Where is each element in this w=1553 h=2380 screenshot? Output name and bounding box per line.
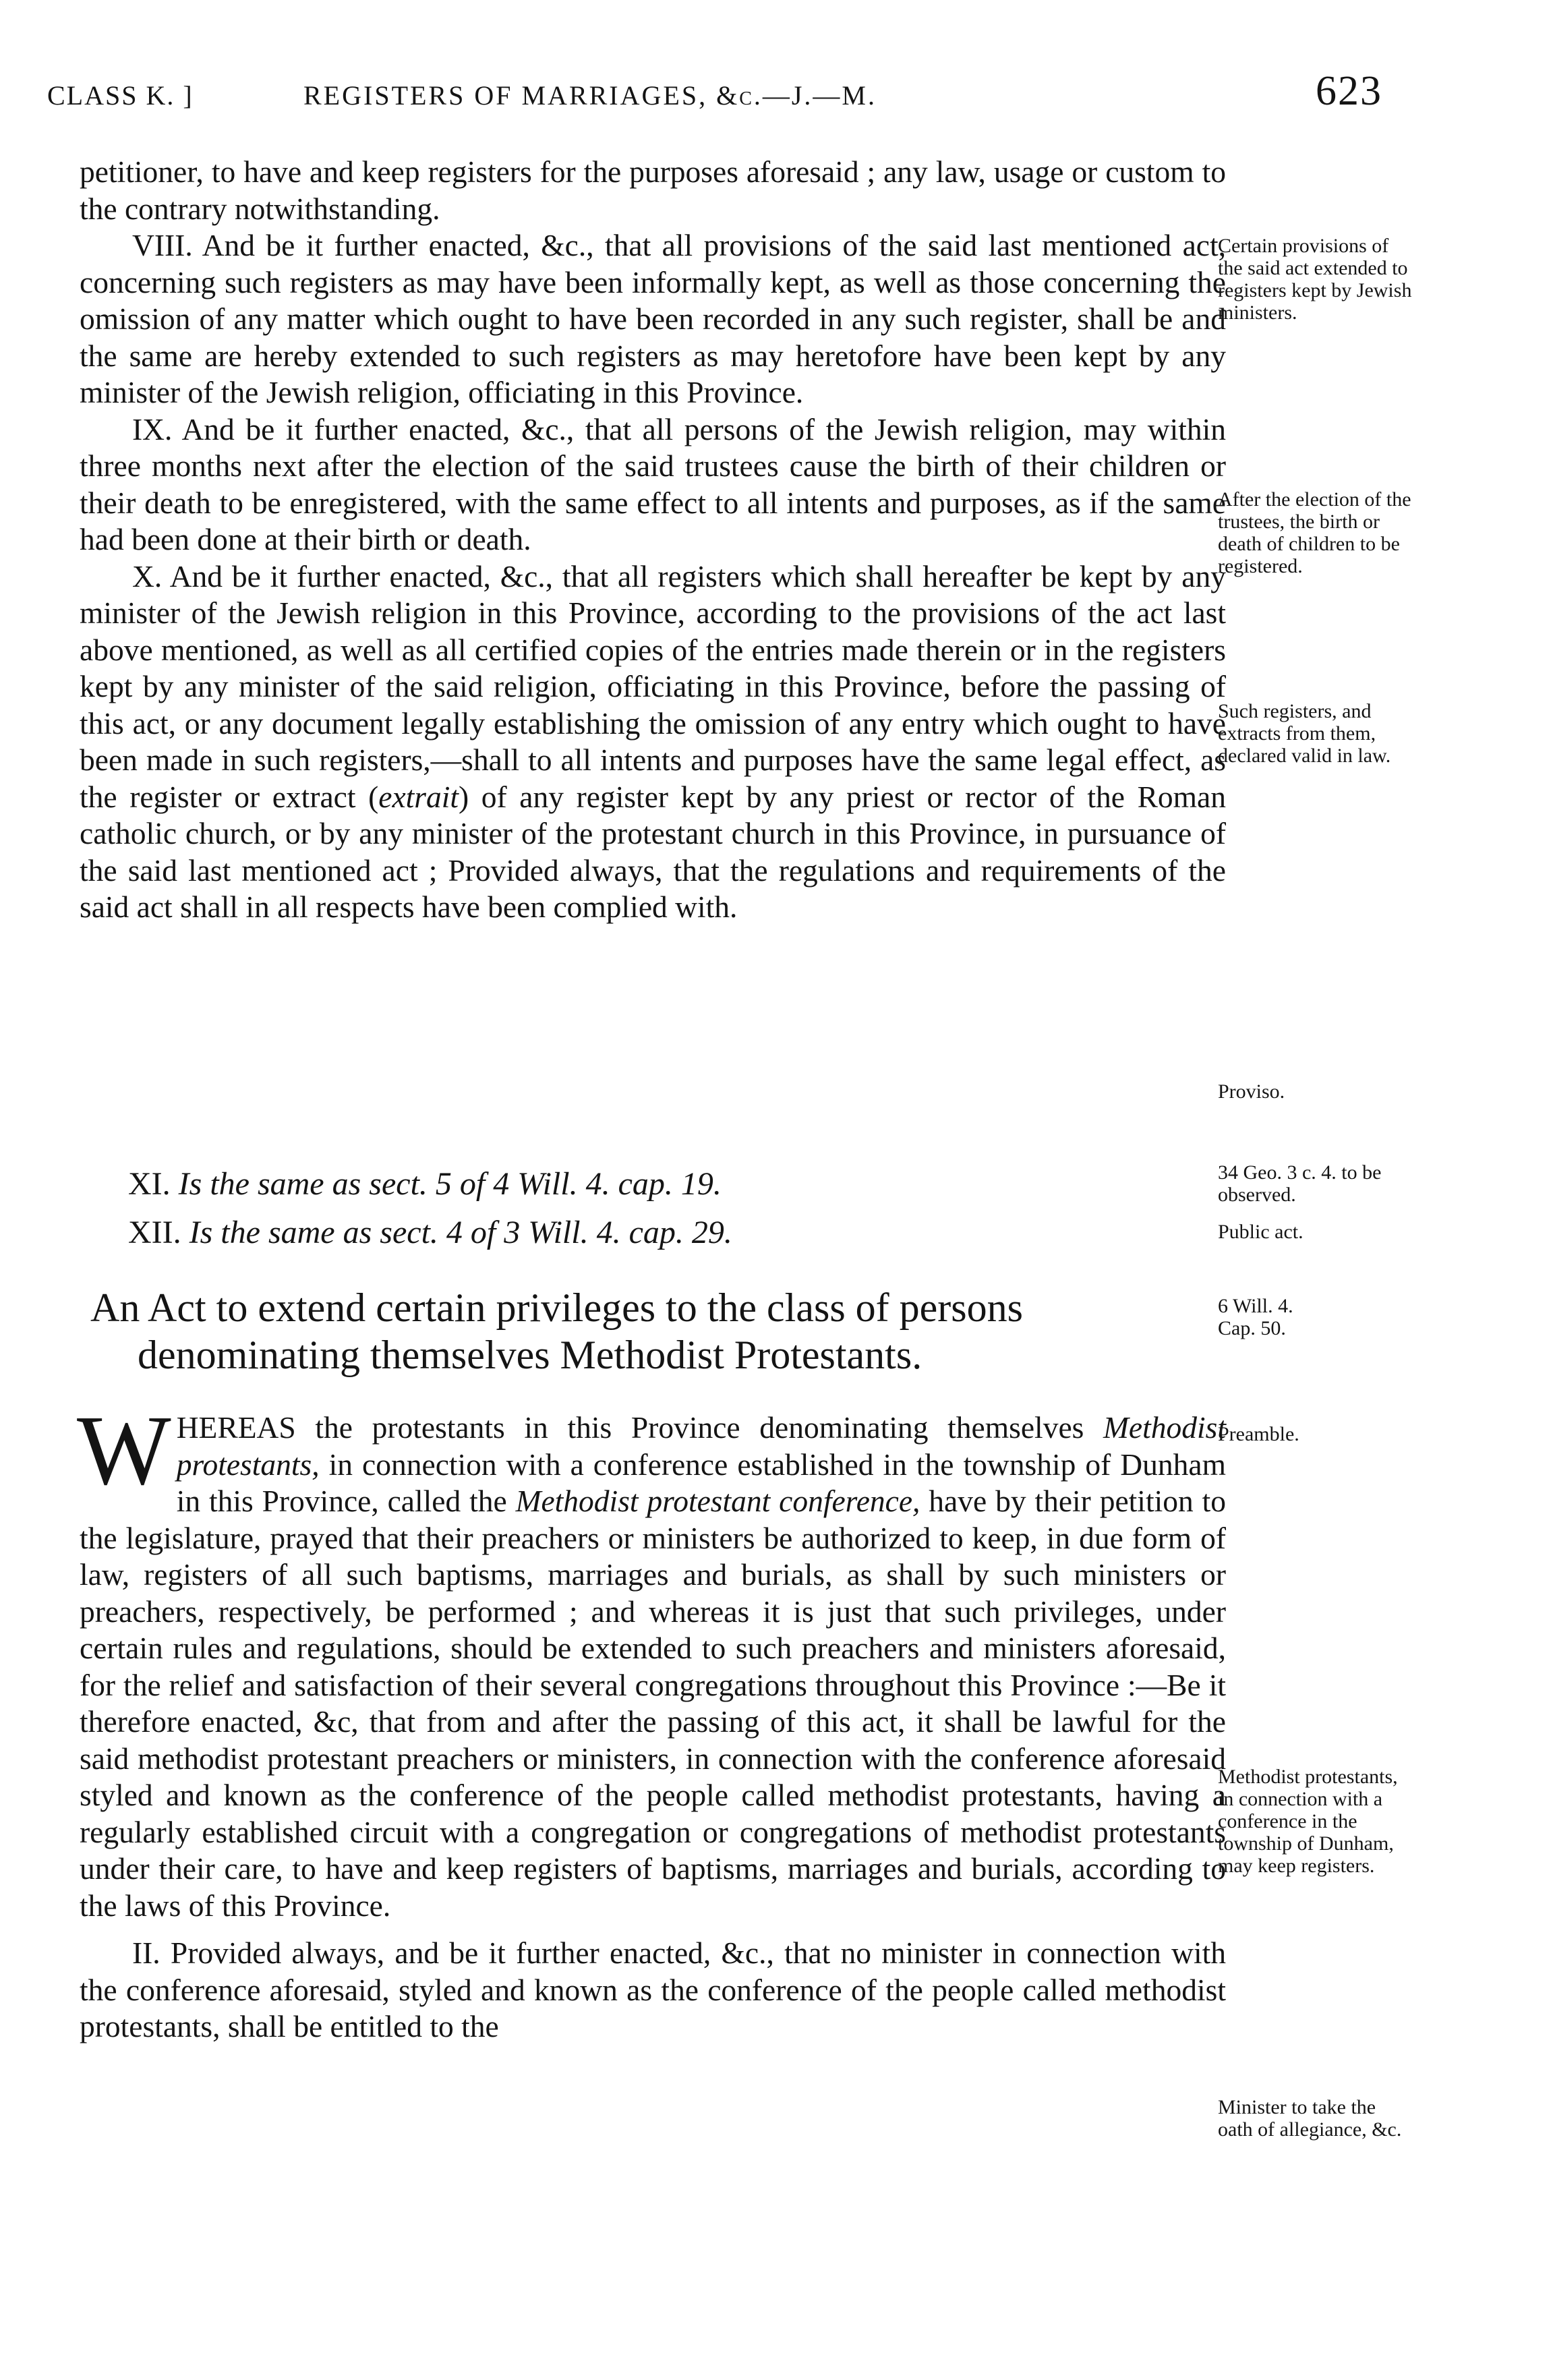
section-10-text-a: X. And be it further enacted, &c., that all registers which shall hereafter be kept by any minister of the Jewish religion in this Province, according to the provisions of the act last above mentioned, as well as all certified copies of the entries made therein or in the registers kept by any minister of the said religion, officiating in this Province, before the passing of this act, or any document legally establishing the omission of any entry which ought to have been made in such registers,—shall to all intents and purposes have the same legal effect, as the register or extract ( (80, 558, 1226, 814)
class-label: CLASS K. ] (47, 80, 194, 111)
margin-note-methodist: Methodist protestants, in connection with a conference in the township of Dunham, may keep registers. (1218, 1766, 1398, 1877)
section-10-text-b: ) of any register kept by any priest or rector of the Roman catholic church, or by any minister of the protestant church in this Province, in pursuance of the said last mentioned act ; Provided always, that the regulations and requirements of the said act shall in all respects have been complied with. (80, 779, 1226, 924)
extrait-term: extrait (378, 779, 459, 814)
margin-note-registers-valid: Such registers, and extracts from them, declared valid in law. (1218, 700, 1391, 767)
margin-note-proviso: Proviso. (1218, 1080, 1285, 1103)
margin-note-minister-oath: Minister to take the oath of allegiance, &c. (1218, 2096, 1402, 2141)
lower-body (77, 1395, 1227, 2045)
upper-body (80, 154, 1226, 926)
margin-note-preamble: Preamble. (1218, 1423, 1299, 1445)
margin-note-34-geo: 34 Geo. 3 c. 4. to be observed. (1218, 1161, 1382, 1206)
margin-note-public-act: Public act. (1218, 1221, 1303, 1243)
preamble-text-a: HEREAS the protestants in this Province denominating themselves (176, 1410, 1104, 1445)
section-10 (80, 558, 1226, 926)
section-9: IX. And be it further enacted, &c., that all persons of the Jewish religion, may within three months next after the election of the said trustees cause the birth of their children or their death to be enregistered, with the same effect to all intents and purposes, as if the same had been done at their birth or death. (80, 411, 1226, 556)
section-11-number: XI. (128, 1166, 171, 1202)
preamble (77, 1395, 1227, 1924)
drop-cap: W (77, 1395, 171, 1506)
preamble-emphasis-2: Methodist protestant conference, (515, 1484, 920, 1518)
running-title: REGISTERS OF MARRIAGES, &c.—J.—M. (303, 80, 877, 111)
margin-note-election-trustees: After the election of the trustees, the birth or death of children to be registered. (1218, 488, 1411, 577)
preamble-emphasis-1: Methodist protestants, (176, 1410, 1226, 1482)
act-title-line-2: denominating themselves Methodist Protestants. (138, 1333, 922, 1377)
running-header (47, 67, 1382, 121)
section-11-text: Is the same as sect. 5 of 4 Will. 4. cap. 19. (178, 1166, 722, 1202)
section-12 (128, 1214, 732, 1251)
page-number: 623 (1316, 68, 1382, 114)
section-12-number: XII. (128, 1215, 181, 1250)
act-title-line-1: An Act to extend certain privileges to the class of persons (90, 1285, 1023, 1330)
section-8: VIII. And be it further enacted, &c., that all provisions of the said last mentioned act, concerning such registers as may have been informally kept, as well as those concerning the omission of any matter which ought to have been recorded in any such register, shall be and the same are hereby extended to such registers as may heretofore have been kept by any minister of the Jewish religion, officiating in this Province. (80, 228, 1226, 409)
section-2: II. Provided always, and be it further enacted, &c., that no minister in connection with the conference aforesaid, styled and known as the conference of the people called methodist protestants, shall be entitled to the (80, 1936, 1226, 2043)
margin-note-6-will: 6 Will. 4. Cap. 50. (1218, 1295, 1293, 1339)
section-12-text: Is the same as sect. 4 of 3 Will. 4. cap. 29. (189, 1215, 732, 1250)
section-11 (128, 1165, 722, 1202)
paragraph-continued: petitioner, to have and keep registers for the purposes aforesaid ; any law, usage or custom to the contrary notwithstanding. (80, 154, 1226, 226)
act-title (90, 1284, 1196, 1378)
preamble-text-c: have by their petition to the legislature, prayed that their preachers or ministers be authorized to keep, in due form of law, registers of all such baptisms, marriages and burials, as shall by such ministers or preachers, respectively, be performed ; and whereas it is just that such privileges, under certain rules and regulations, should be extended to such preachers and ministers aforesaid, for the relief and satisfaction of their several congregations throughout this Province :—Be it therefore enacted, &c, that from and after the passing of this act, it shall be lawful for the said methodist protestant preachers or ministers, in connection with the conference aforesaid styled and known as the conference of the people called methodist protestants, having a regularly established circuit with a congregation or congregations of methodist protestants under their care, to have and keep registers of baptisms, marriages and burials, according to the laws of this Province. (80, 1484, 1227, 1923)
preamble-text-b: in connection with a conference established in the township of Dunham in this Province, called the (176, 1447, 1226, 1518)
margin-note-provisions-extended: Certain provisions of the said act extended to registers kept by Jewish ministers. (1218, 235, 1412, 324)
